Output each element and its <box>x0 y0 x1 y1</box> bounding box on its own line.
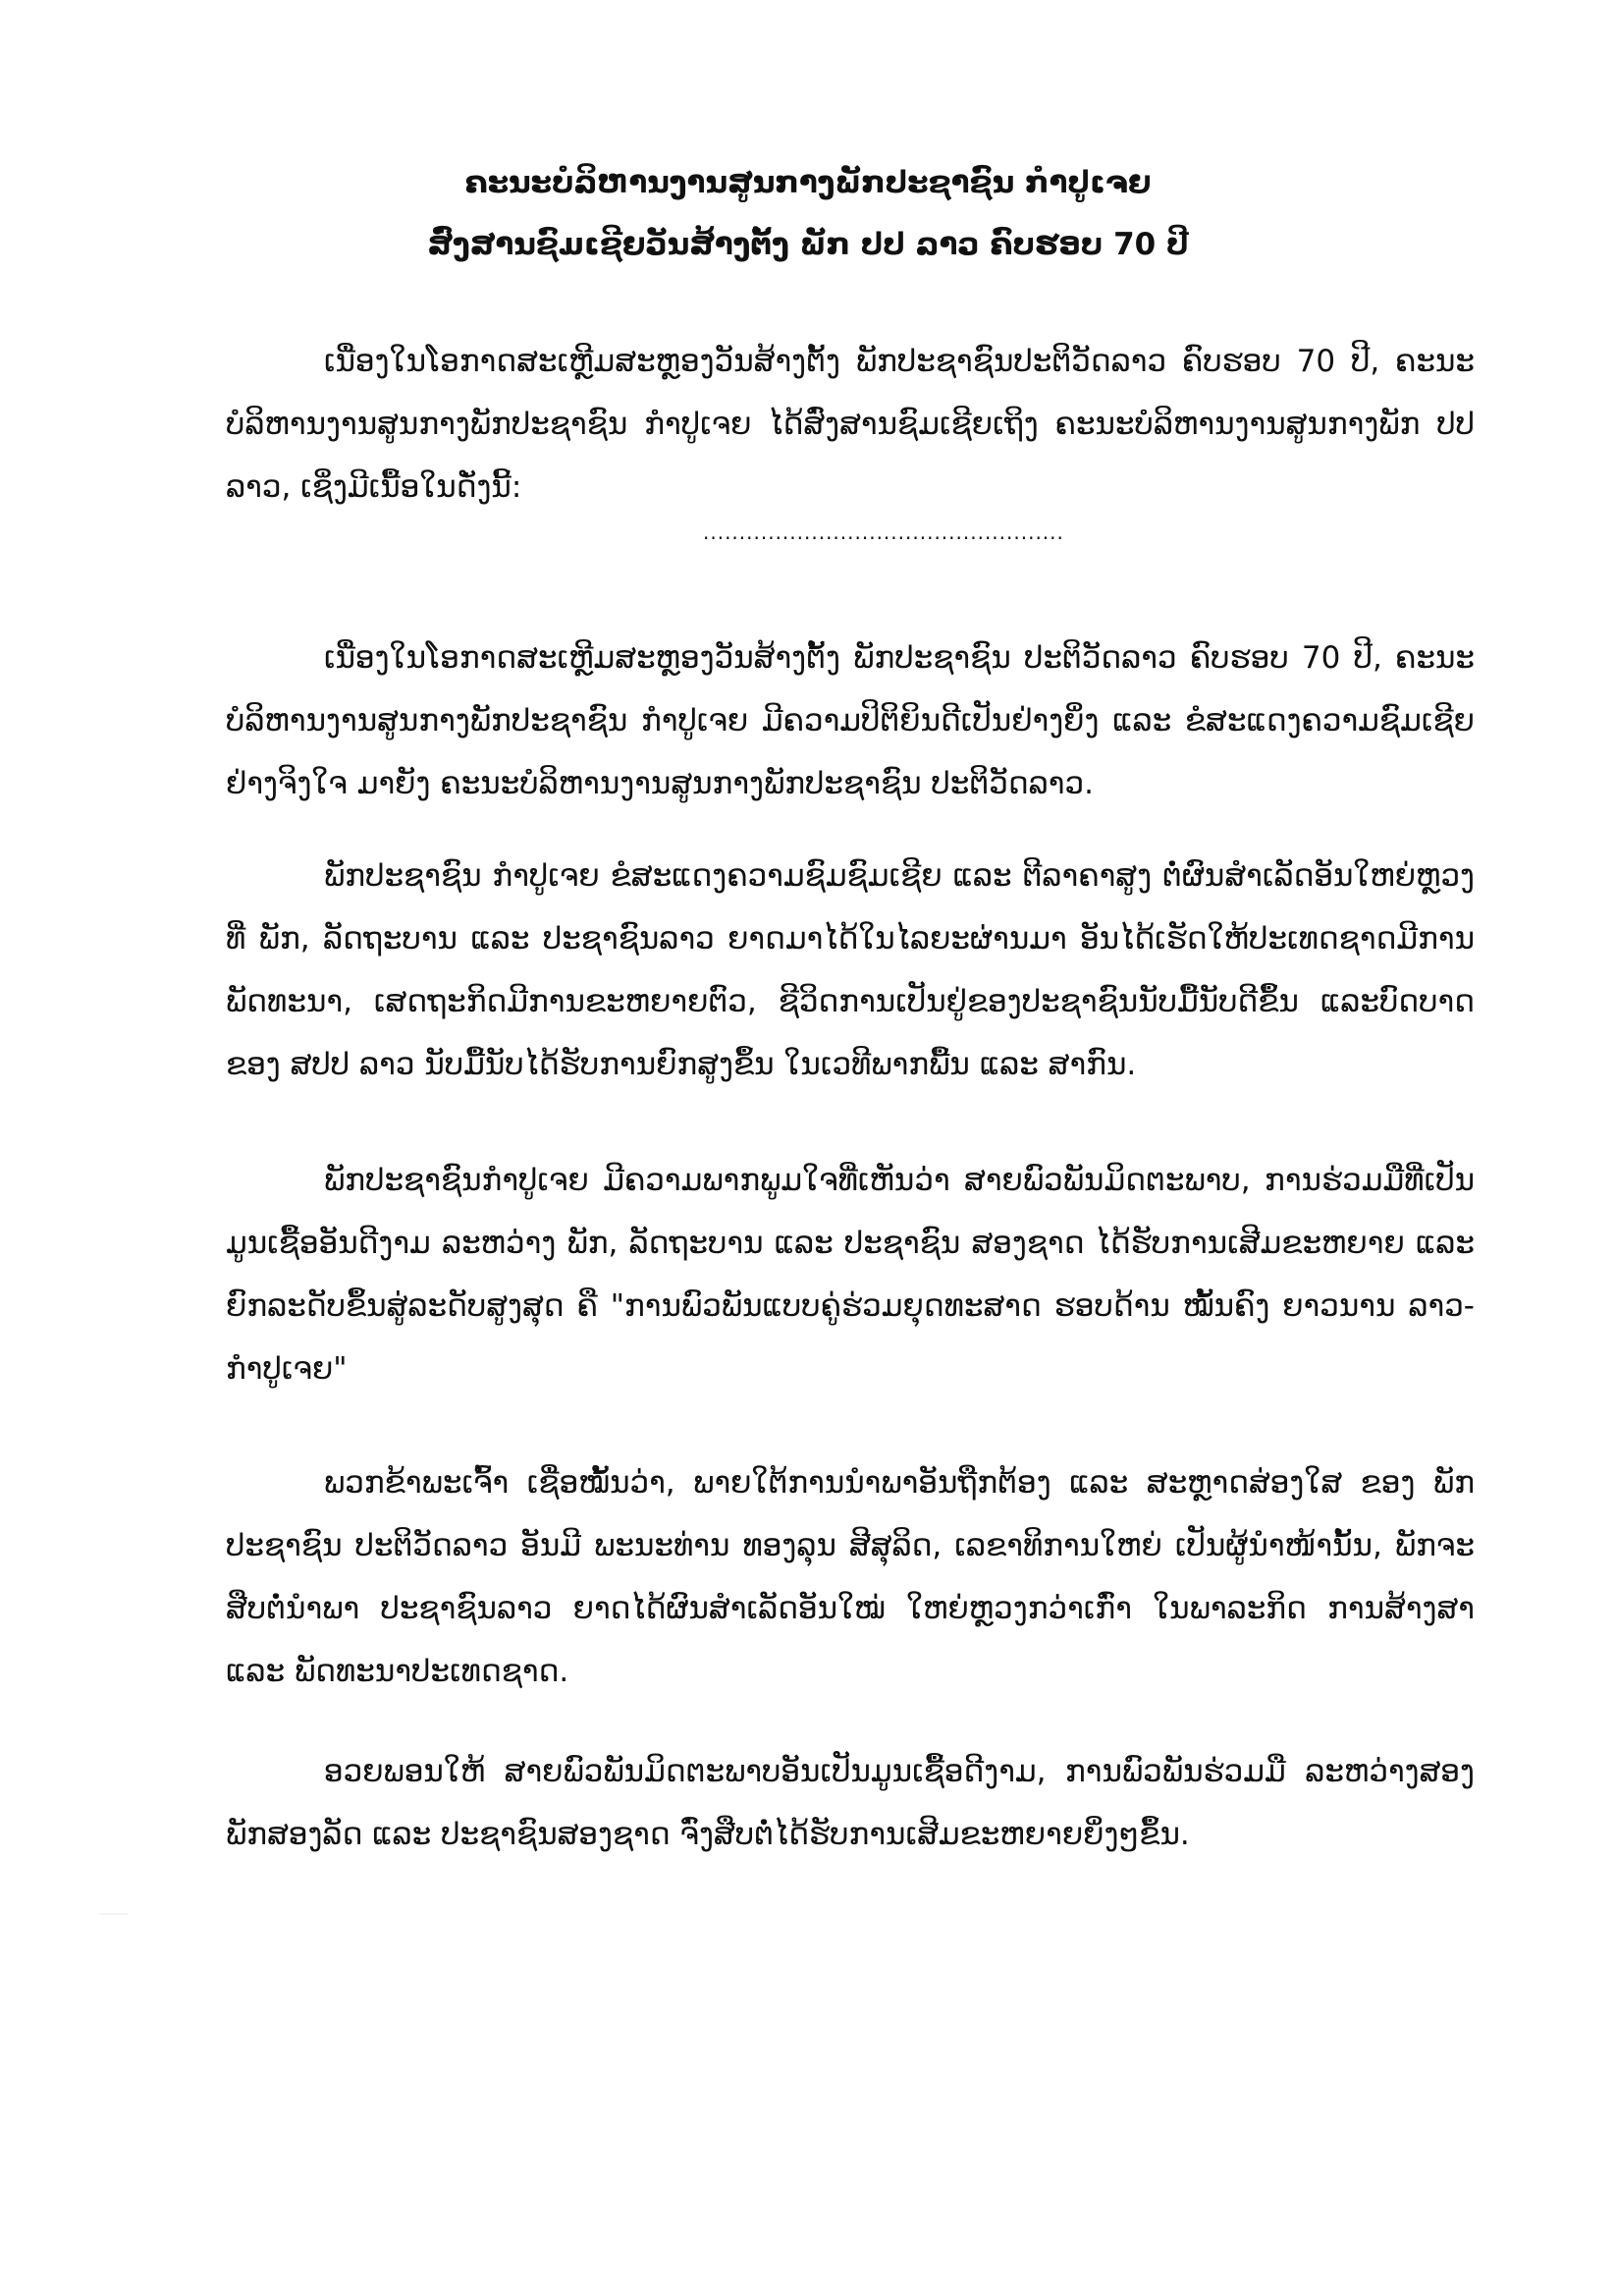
body-paragraph-3: ພັກປະຊາຊົນກຳປູເຈຍ ມີຄວາມພາກພູມໃຈທີ່ເຫັນວ່າ ສາຍພົວພັນມິດຕະພາບ, ການຮ່ວມມືທີ່ເປັນມູນເຊື້ອອັນດີງາມ ລະຫວ່າງ ພັກ, ລັດຖະບານ ແລະ ປະຊາຊົນ ສອງຊາດ ໄດ້ຮັບການເສີມຂະຫຍາຍ ແລະ ຍົກລະດັບຂຶ້ນສູ່ລະດັບສູງສຸດ ຄື "ການພົວພັນແບບຄູ່ຮ່ວມຍຸດທະສາດ ຮອບດ້ານ ໝັ້ນຄົງ ຍາວນານ ລາວ-ກຳປູເຈຍ" <box>226 1163 1475 1387</box>
body-paragraph-2: ພັກປະຊາຊົນ ກຳປູເຈຍ ຂໍສະແດງຄວາມຊົມຊົມເຊີຍ ແລະ ຕີລາຄາສູງ ຕໍ່ຜົນສຳເລັດອັນໃຫຍ່ຫຼວງທີ່ ພັກ, ລັດຖະບານ ແລະ ປະຊາຊົນລາວ ຍາດມາໄດ້ໃນໄລຍະຜ່ານມາ ອັນໄດ້ເຮັດໃຫ້ປະເທດຊາດມີການພັດທະນາ, ເສດຖະກິດມີການຂະຫຍາຍຕົວ, ຊີວິດການເປັນຢູ່ຂອງປະຊາຊົນນັບມື້ນັບດີຂຶ້ນ ແລະບົດບາດຂອງ ສປປ ລາວ ນັບມື້ນັບໄດ້ຮັບການຍົກສູງຂຶ້ນ ໃນເວທີພາກພື້ນ ແລະ ສາກົນ. <box>226 858 1475 1082</box>
scan-margin-mark <box>98 1913 128 1915</box>
document-title-line1: ຄະນະບໍລິຫານງານສູນກາງພັກປະຊາຊົນ ກຳປູເຈຍ <box>464 165 1152 200</box>
body-paragraph-4: ພວກຂ້າພະເຈົ້າ ເຊື່ອໝັ້ນວ່າ, ພາຍໃຕ້ການນຳພາອັນຖືກຕ້ອງ ແລະ ສະຫຼາດສ່ອງໃສ ຂອງ ພັກປະຊາຊົນ ປະຕິວັດລາວ ອັນມີ ພະນະທ່ານ ທອງລຸນ ສີສຸລິດ, ເລຂາທິການໃຫຍ່ ເປັນຜູ້ນຳໜ້ານັ້ນ, ພັກຈະສືບຕໍ່ນຳພາ ປະຊາຊົນລາວ ຍາດໄດ້ຜົນສຳເລັດອັນໃໝ່ ໃຫຍ່ຫຼວງກວ່າເກົ່າ ໃນພາລະກິດ ການສ້າງສາ ແລະ ພັດທະນາປະເທດຊາດ. <box>226 1465 1475 1689</box>
body-paragraph-5: ອວຍພອນໃຫ້ ສາຍພົວພັນມິດຕະພາບອັນເປັນມູນເຊື້ອດີງາມ, ການພົວພັນຮ່ວມມື ລະຫວ່າງສອງພັກສອງລັດ ແລະ ປະຊາຊົນສອງຊາດ ຈົ່ງສືບຕໍ່ໄດ້ຮັບການເສີມຂະຫຍາຍຍິ່ງໆຂຶ້ນ. <box>226 1754 1475 1852</box>
separator-dots: .................................................. <box>703 520 1064 544</box>
body-paragraph-1: ເນື່ອງໃນໂອກາດສະເຫຼີມສະຫຼອງວັນສ້າງຕັ້ງ ພັກປະຊາຊົນ ປະຕິວັດລາວ ຄົບຮອບ 70 ປີ, ຄະນະບໍລິຫານງານສູນກາງພັກປະຊາຊົນ ກຳປູເຈຍ ມີຄວາມປິຕິຍິນດີເປັນຢ່າງຍິ່ງ ແລະ ຂໍສະແດງຄວາມຊົມເຊີຍຢ່າງຈິງໃຈ ມາຍັງ ຄະນະບໍລິຫານງານສູນກາງພັກປະຊາຊົນ ປະຕິວັດລາວ. <box>226 640 1475 801</box>
intro-paragraph: ເນື່ອງໃນໂອກາດສະເຫຼີມສະຫຼອງວັນສ້າງຕັ້ງ ພັກປະຊາຊົນປະຕິວັດລາວ ຄົບຮອບ 70 ປີ, ຄະນະບໍລິຫານງານສູນກາງພັກປະຊາຊົນ ກຳປູເຈຍ ໄດ້ສົ່ງສານຊົມເຊີຍເຖິງ ຄະນະບໍລິຫານງານສູນກາງພັກ ປປ ລາວ, ເຊິ່ງມີເນື້ອໃນດັ່ງນີ້: <box>226 344 1475 505</box>
document-title-line2: ສົ່ງສານຊົມເຊີຍວັນສ້າງຕັ້ງ ພັກ ປປ ລາວ ຄົບຮອບ 70 ປີ <box>427 227 1189 262</box>
